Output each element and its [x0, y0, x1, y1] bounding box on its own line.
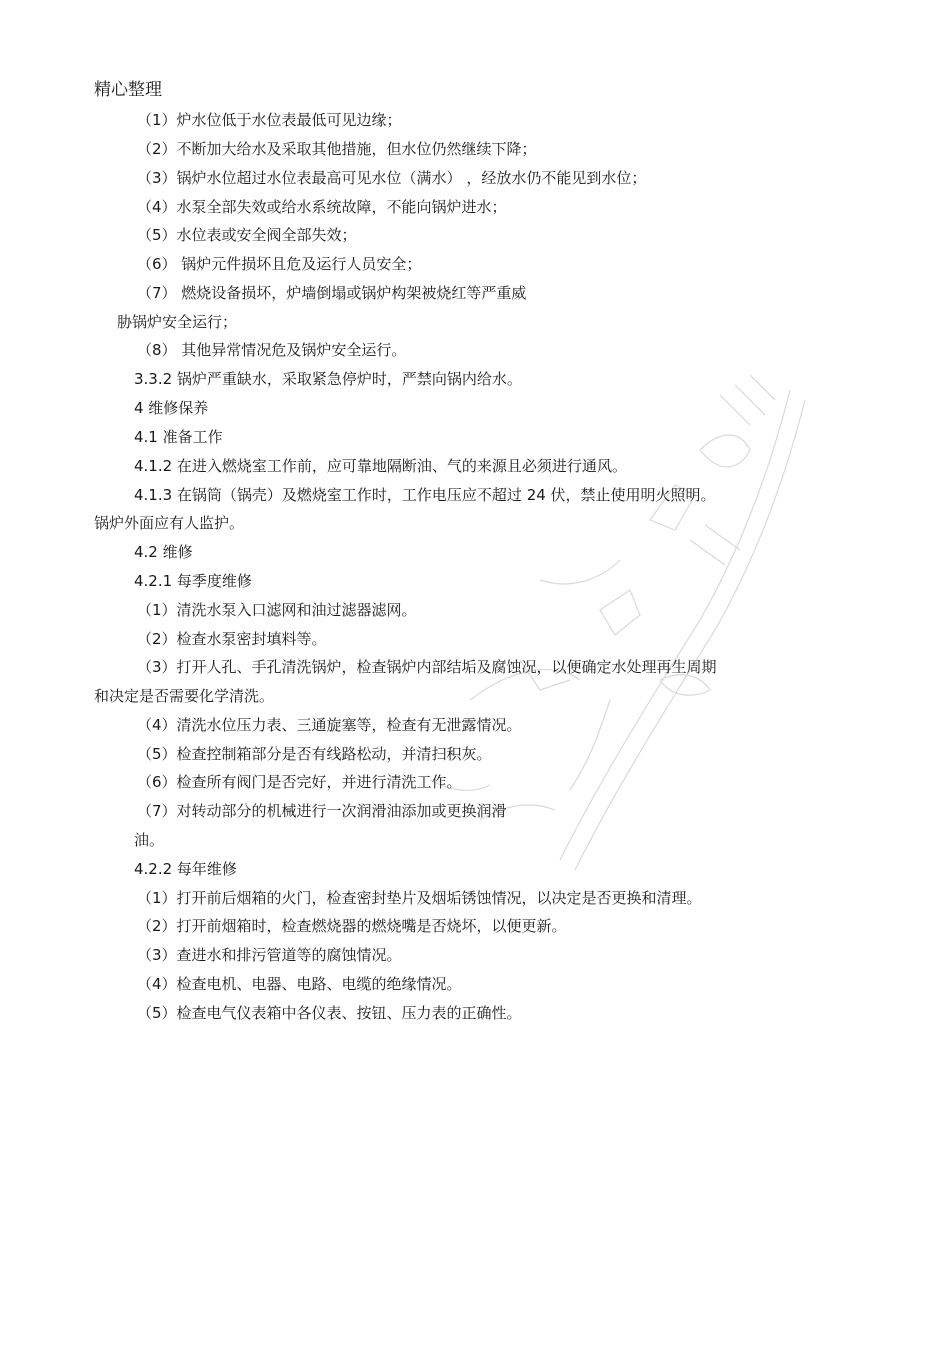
- section-heading: 4 维修保养: [134, 399, 209, 417]
- list-item-continuation: 和决定是否需要化学清洗。: [94, 687, 275, 705]
- list-item: （5）检查控制箱部分是否有线路松动，并清扫积灰。: [137, 745, 492, 763]
- list-item: （3）查进水和排污管道等的腐蚀情况。: [137, 946, 402, 964]
- list-item: （4）水泵全部失效或给水系统故障，不能向锅炉进水；: [137, 198, 507, 216]
- section-heading: 4.2.2 每年维修: [134, 860, 237, 878]
- list-item: （7） 燃烧设备损坏，炉墙倒塌或锅炉构架被烧红等严重威: [137, 284, 527, 302]
- list-item: （5）水位表或安全阀全部失效；: [137, 226, 357, 244]
- list-item: （6）检查所有阀门是否完好，并进行清洗工作。: [137, 773, 462, 791]
- list-item: （2）打开前烟箱时，检查燃烧器的燃烧嘴是否烧坏，以便更新。: [137, 917, 567, 935]
- list-item-continuation: 油。: [134, 831, 165, 849]
- list-item: （3）锅炉水位超过水位表最高可见水位（满水） ，经放水仍不能见到水位；: [137, 169, 647, 187]
- list-item: （7）对转动部分的机械进行一次润滑油添加或更换润滑: [137, 802, 507, 820]
- list-item: （8） 其他异常情况危及锅炉安全运行。: [137, 341, 407, 359]
- list-item: （5）检查电气仪表箱中各仪表、按钮、压力表的正确性。: [137, 1004, 522, 1022]
- section-paragraph: 4.1.3 在锅筒（锅壳）及燃烧室工作时，工作电压应不超过 24 伏，禁止使用明火照明。: [134, 486, 716, 504]
- section-paragraph: 4.1.2 在进入燃烧室工作前，应可靠地隔断油、气的来源且必须进行通风。: [134, 457, 627, 475]
- paragraph-continuation: 锅炉外面应有人监护。: [94, 514, 245, 532]
- section-heading: 4.2.1 每季度维修: [134, 572, 252, 590]
- list-item: （2）不断加大给水及采取其他措施，但水位仍然继续下降；: [137, 140, 537, 158]
- list-item: （1）炉水位低于水位表最低可见边缘；: [137, 111, 402, 129]
- list-item: （6） 锅炉元件损坏且危及运行人员安全；: [137, 255, 422, 273]
- list-item-continuation: 胁锅炉安全运行；: [117, 313, 238, 331]
- section-heading: 4.1 准备工作: [134, 428, 223, 446]
- list-item: （4）检查电机、电器、电路、电缆的绝缘情况。: [137, 975, 462, 993]
- list-item: （4）清洗水位压力表、三通旋塞等，检查有无泄露情况。: [137, 716, 522, 734]
- section-paragraph: 3.3.2 锅炉严重缺水，采取紧急停炉时，严禁向锅内给水。: [134, 370, 522, 388]
- list-item: （1）打开前后烟箱的火门，检查密封垫片及烟垢锈蚀情况，以决定是否更换和清理。: [137, 889, 702, 907]
- page-header: 精心整理: [94, 80, 162, 100]
- section-heading: 4.2 维修: [134, 543, 193, 561]
- list-item: （3）打开人孔、手孔清洗锅炉，检查锅炉内部结垢及腐蚀况，以便确定水处理再生周期: [137, 658, 717, 676]
- list-item: （2）检查水泵密封填料等。: [137, 630, 327, 648]
- list-item: （1）清洗水泵入口滤网和油过滤器滤网。: [137, 601, 417, 619]
